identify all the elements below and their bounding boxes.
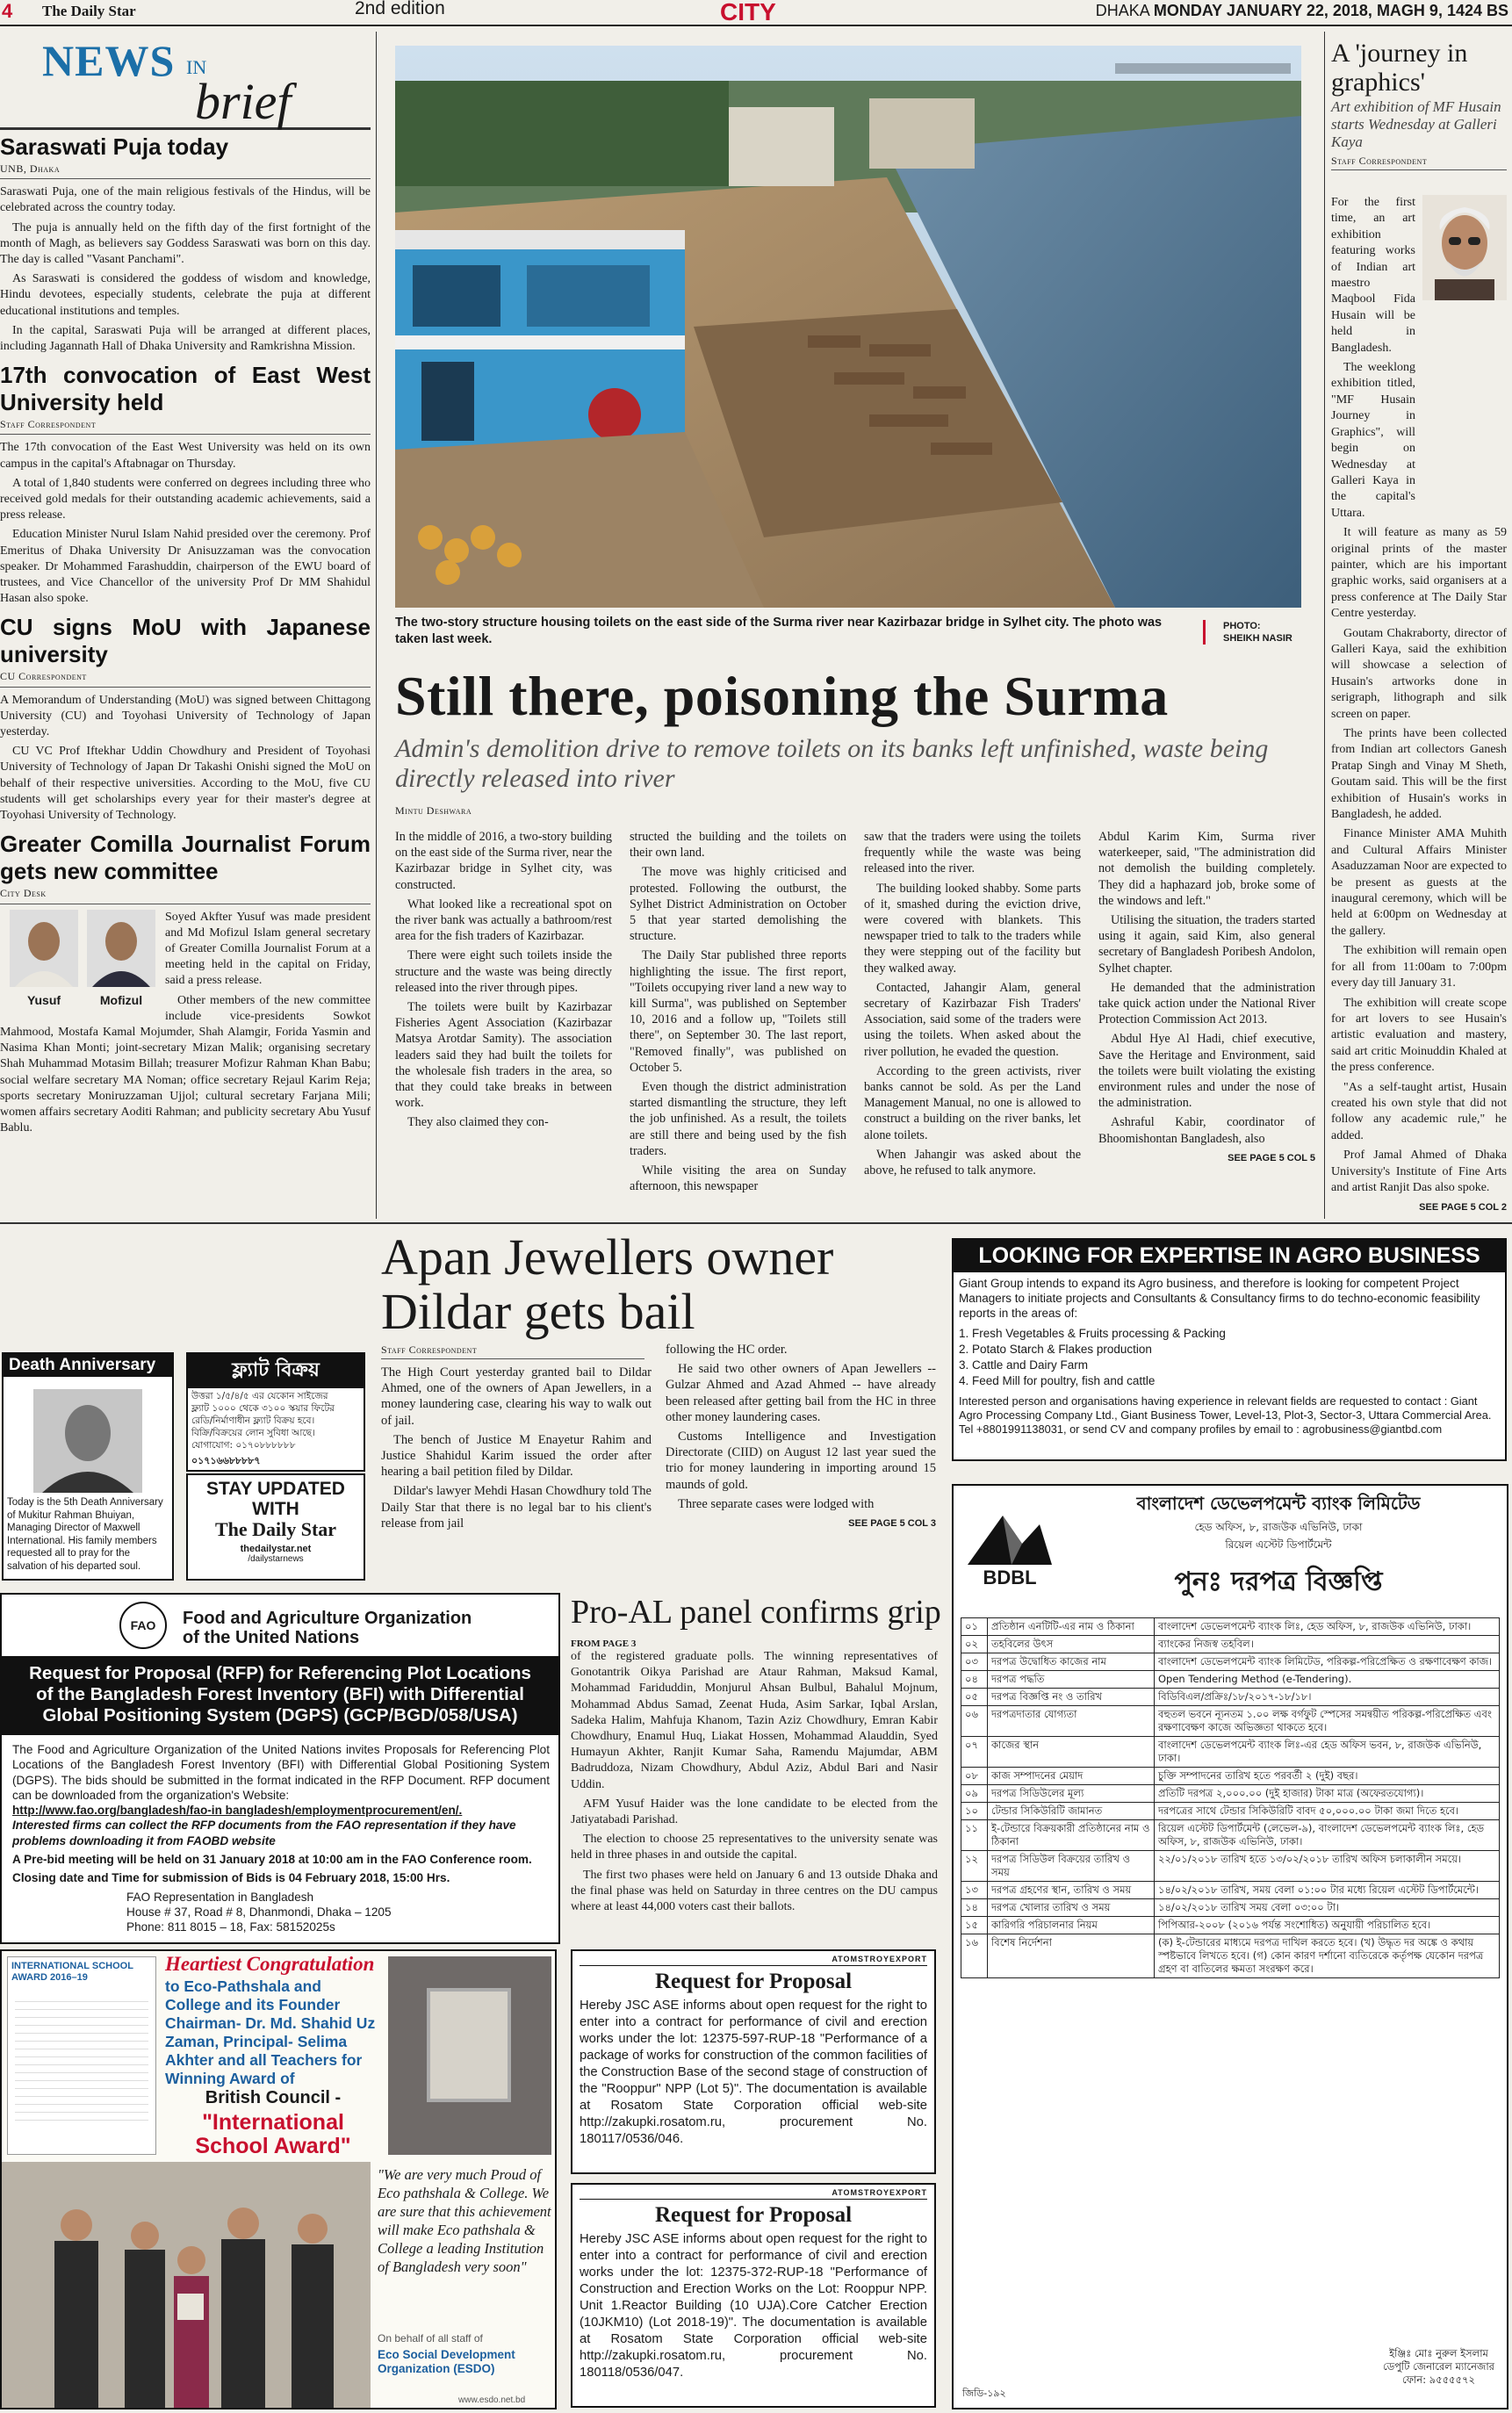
bdbl-cell: ২২/০১/২০১৮ তারিখ হতে ১৩/০২/২০১৮ তারিখ অফিস চলাকালীন সময়ে। <box>1155 1851 1500 1882</box>
fao-rfp-ad <box>0 1593 560 1944</box>
pro-al-paragraph: AFM Yusuf Haider was the lone candidate to be elected from the Jatiyatabadi Parishad. <box>571 1797 938 1827</box>
nib-logo <box>0 32 371 130</box>
lead-paragraph: What looked like a recreational spot on the river bank was actually a bathroom/rest area for the fish traders of Kazirbazar. <box>395 897 612 944</box>
nib-item-title: 17th convocation of East West University held <box>0 362 371 416</box>
flat-line: ফ্ল্যাট ১০০০ থেকে ৩১০০ স্কয়ার ফিটের <box>191 1403 335 1414</box>
agro-ad <box>952 1238 1507 1461</box>
lead-byline: Mintu Deshwara <box>395 804 472 817</box>
bdbl-row <box>961 1618 1500 1636</box>
isa-lines <box>15 1994 148 2126</box>
esdo-url[interactable]: www.esdo.net.bd <box>458 2395 526 2405</box>
bdbl-cell: দরপত্রের সাথে টেন্ডার সিকিউরিটি বাবদ ৫০,০০০.০০ টাকা জমা দিতে হবে। <box>1155 1803 1500 1820</box>
bdbl-cell: ০৬ <box>961 1706 988 1737</box>
journey-paragraph: The prints have been collected from Indian art collectors Ganesh Pratap Singh and Vinay M Sheth, Goutam said. This will be the first exhibition of Husain's works in Bangladesh, he added. <box>1331 727 1507 822</box>
fao-org-2: of the United Nations <box>183 1628 360 1647</box>
isa-logo: INTERNATIONAL SCHOOL AWARD 2016–19 <box>11 1961 133 1983</box>
apan-paragraph: The High Court yesterday granted bail to Dildar Ahmed, one of the owners of Apan Jewellers, in a money laundering case, clearing his way to walk out of jail. <box>381 1365 652 1428</box>
apan-paragraph: following the HC order. <box>666 1343 788 1357</box>
fao-address <box>126 1890 550 1935</box>
nib-item-title: Saraswati Puja today <box>0 133 229 160</box>
apan-col-2 <box>666 1342 936 1535</box>
bdbl-cell: পিপিআর-২০০৮ (২০১৬ পর্যন্ত সংশোধিত) অনুযায়ী পরিচালিত হবে। <box>1155 1917 1500 1934</box>
bdbl-row <box>961 1689 1500 1706</box>
fao-rfp-title: Request for Proposal (RFP) for Referencing Plot Locations of the Bangladesh Forest Inventory (BFI) with Differential Global Positioning System (DGPS) (GCP/BGD/058/USA) <box>2 1656 558 1735</box>
lead-paragraph: When Jahangir was asked about the above, he refused to talk anymore. <box>864 1147 1081 1178</box>
ceremony-photo <box>2 2162 371 2409</box>
rosatom-body: Hereby JSC ASE informs about open request for the right to enter into a contract for performance of civil and erection works under the lot: 12375-597-RUP-18 "Performance of a package of works for construction of the common facilities of the Construction Base of the second stage of construction of the "Rooppur" NPP (Lot 5)". The documentation is available at Rosatom State Corporation official web-site http://zakupki.rosatom.ru, procurement No. 180117/0536/046. <box>580 1999 927 2146</box>
apan-paragraph: Three separate cases were lodged with <box>678 1496 875 1511</box>
bdbl-row <box>961 1820 1500 1851</box>
stay-social[interactable]: /dailystarnews <box>248 1554 304 1564</box>
nib-portrait <box>9 910 79 1008</box>
pro-al-story <box>571 1593 941 1919</box>
bdbl-name: বাংলাদেশ ডেভেলপমেন্ট ব্যাংক লিমিটেড <box>1136 1493 1421 1514</box>
bdbl-row <box>961 1917 1500 1934</box>
bdbl-logo-text: BDBL <box>983 1567 1037 1588</box>
stay-paper: The Daily Star <box>214 1518 337 1540</box>
masthead-paper: The Daily Star <box>42 3 136 19</box>
fao-address-line: Phone: 811 8015 – 18, Fax: 58152025s <box>126 1920 335 1934</box>
bdbl-cell: Open Tendering Method (e-Tendering). <box>1155 1671 1500 1689</box>
lead-photo <box>395 46 1301 608</box>
bdbl-cell: দরপত্র সিডিউল বিক্রয়ের তারিখ ও সময় <box>988 1851 1155 1882</box>
bdbl-signer-title: ডেপুটি জেনারেল ম্যানেজার <box>1383 2360 1494 2373</box>
flat-title: ফ্ল্যাট বিক্রয় <box>188 1354 364 1388</box>
lead-paragraph: Even though the district administration started dismantling the structure, they left the job unfinished. As a result, the toilets are still there and being used by the fish traders. <box>630 1080 846 1158</box>
lead-paragraph: structed the building and the toilets on their own land. <box>630 830 846 861</box>
bdbl-cell: দরপত্র সিডিউলের মূল্য <box>988 1785 1155 1803</box>
stay-url[interactable]: thedailystar.net <box>240 1544 312 1554</box>
bdbl-cell: কাজের স্থান <box>988 1737 1155 1768</box>
bdbl-sign <box>1383 2347 1494 2387</box>
nib-paragraph: Education Minister Nurul Islam Nahid presided over the ceremony. Prof Emeritus of Dhaka University Dr Anisuzzaman was the convocation speaker. Dr Mohammed Farashuddin, chairperson of the EWU board of trustees, and Vice Chancellor of the university Prof Dr MM Shahidul Hasan also spoke. <box>0 528 371 606</box>
edition: 2nd edition <box>355 0 445 18</box>
bdbl-cell: বিডিবিএল/প্রক্রিঃ/১৮/২০১৭-১৮/১৮। <box>1155 1689 1500 1706</box>
nib-paragraph: As Saraswati is considered the goddess of wisdom and knowledge, Hindu devotees, especially students, celebrate the puja at different educational institutions and temples. <box>0 272 371 318</box>
fao-italic-note: Interested firms can collect the RFP documents from the FAO representation if they have problems downloading it from FAOBD website <box>12 1819 516 1848</box>
flat-line: উত্তরা ১/৫/৪/৫ এর যেকোন সাইজের <box>191 1391 328 1401</box>
bdbl-row <box>961 1803 1500 1820</box>
fao-body <box>12 1742 550 1935</box>
nib-paragraph: Other members of the new committee include vice-presidents Sowkot Mahmood, Mostafa Kamal Mojumder, Shah Alamgir, Forida Yasmin and Nasima Khan Monti; joint-secretary Mizan Malik; organising secretary Shah Muhammad Motasim Billah; treasurer Mofizur Rahman Khan Babu; social welfare secretary MA Noman; office secretary Rejaul Karim Reja; sports secretary Moniruzzaman Ujjol; cultural secretary Farjana Mili; women affairs secretary Aoditi Rahman; and publicity secretary Abu Yusuf Bablu. <box>0 993 371 1135</box>
bdbl-cell: কারিগরি পরিচালনার নিয়ম <box>988 1917 1155 1934</box>
bdbl-cell: দরপত্র উদ্বোধিত কাজের নাম <box>988 1653 1155 1671</box>
toilet-structure <box>395 230 685 450</box>
nib-items <box>0 133 371 1136</box>
pro-al-headline: Pro-AL panel confirms grip <box>571 1594 941 1631</box>
journey-paragraph: Finance Minister AMA Muhith and Cultural Affairs Minister Asaduzzaman Noor are expected to be present as guests at the inaugural ceremony, which will be held at 6:00pm on Wednesday at the gallery. <box>1331 827 1507 938</box>
fao-closing: Closing date and Time for submission of Bids is 04 February 2018, 15:00 Hrs. <box>12 1871 450 1885</box>
fao-logo: FAO <box>119 1602 167 1649</box>
lead-paragraph: In the middle of 2016, a two-story building on the east side of the Surma river, near the Kazirbazar bridge in Sylhet city, was constructed. <box>395 830 612 892</box>
nib-item-byline: CU Correspondent <box>0 668 371 687</box>
apan-paragraph: Customs Intelligence and Investigation Directorate (CIID) on August 12 last year sued the trio for money laundering in importing around 15 maunds of gold. <box>666 1430 936 1492</box>
death-text: Today is the 5th Death Anniversary of Mukitur Rahman Bhuiyan, Managing Director of Maxwell International. His family members requested all to pray for the salvation of his departed soul. <box>7 1497 163 1572</box>
bdbl-code: জিডি-১৯২ <box>962 2388 1006 2399</box>
rosatom-title: Request for Proposal <box>654 2203 853 2227</box>
nib-in: IN <box>186 56 207 78</box>
bdbl-row <box>961 1899 1500 1917</box>
bdbl-cell: (ক) ই-টেন্ডারের মাধ্যমে দরপত্র দাখিল করতে হবে। (খ) উদ্ধৃত দর অঙ্কে ও কথায় স্পষ্টভাবে লিখতে হবে। (গ) কোন কারণ দর্শানো ব্যতিরেকে কর্তৃপক্ষ যেকোন দরপত্র গ্রহণ বা বাতিলের ক্ষমতা সংরক্ষণ করে। <box>1155 1934 1500 1978</box>
bdbl-cell: তহবিলের উৎস <box>988 1636 1155 1653</box>
rosatom-ad <box>571 1949 936 2174</box>
lead-column <box>864 829 1081 1206</box>
school-award-ad <box>0 1949 557 2409</box>
bdbl-title: পুনঃ দরপত্র বিজ্ঞপ্তি <box>1174 1567 1383 1597</box>
agro-items <box>954 1326 1505 1389</box>
lead-body <box>395 829 1317 1206</box>
nib-paragraph: A total of 1,840 students were conferred on degrees including three who received gold medals for their outstanding academic achievements, said a press release. <box>0 476 371 522</box>
bdbl-cell: ০৭ <box>961 1737 988 1768</box>
lead-paragraph: There were eight such toilets inside the structure and the waste was being directly released into the river through pipes. <box>395 948 612 995</box>
photo-credit <box>1203 620 1292 645</box>
lead-paragraph: Abdul Karim Kim, Surma river waterkeeper, said, "The administration did not demolish the building completely. They did a haphazard job, broke some of the windows and left." <box>1098 830 1315 908</box>
fao-address-line: House # 37, Road # 8, Dhanmondi, Dhaka – 1205 <box>126 1905 392 1919</box>
trophy-photo <box>388 1956 551 2155</box>
bdbl-row <box>961 1882 1500 1899</box>
bdbl-cell: দরপত্র বিজ্ঞপ্তি নং ও তারিখ <box>988 1689 1155 1706</box>
lead-paragraph: According to the green activists, river banks cannot be sold. As per the Land Management Manual, no one is allowed to construct a building on the river banks, let alone toilets. <box>864 1063 1081 1142</box>
bdbl-signer: ইঞ্জিঃ মোঃ নুরুল ইসলাম <box>1389 2347 1488 2359</box>
bdbl-cell: দরপত্র পদ্ধতি <box>988 1671 1155 1689</box>
journey-deck: Art exhibition of MF Husain starts Wednesday at Galleri Kaya <box>1331 98 1501 150</box>
rosatom-brand: ATOMSTROYEXPORT <box>580 1955 927 1966</box>
bdbl-cell: ১২ <box>961 1851 988 1882</box>
flat-line: যোগাযোগ: ০১৭০৮৮৮৮৮৮ <box>191 1440 296 1451</box>
bdbl-cell: ০৩ <box>961 1653 988 1671</box>
lead-column <box>395 829 612 1206</box>
journey-paragraph: "As a self-taught artist, Husain created his own style that did not follow any academic rule," he added. <box>1331 1080 1507 1142</box>
bdbl-cell: ১০ <box>961 1803 988 1820</box>
journey-paragraph: The weeklong exhibition titled, "MF Husain Journey in Graphics", will begin on Wednesday at Galleri Kaya in the capital's Uttara. <box>1331 361 1415 520</box>
journey-paragraph: The exhibition will remain open for all from 11:00am to 7:00pm every day till January 31. <box>1331 944 1507 990</box>
bdbl-cell: ১৪/০২/২০১৮ তারিখ সময় বেলা ০৩:০০ টা। <box>1155 1899 1500 1917</box>
bdbl-cell: ১৬ <box>961 1934 988 1978</box>
bdbl-cell: বহুতল ভবনে ন্যূনতম ১.০০ লক্ষ বর্গফুট স্পেসের সমন্বয়ীত পরিকল্প-পরিপ্রেক্ষিত এবং রক্ষণাবেক্ষণ কাজে অভিজ্ঞতা থাকতে হবে। <box>1155 1706 1500 1737</box>
nib-item-title: CU signs MoU with Japanese university <box>0 614 371 668</box>
page-number: 4 <box>2 0 13 22</box>
isa-award: "International School Award" <box>195 2110 351 2158</box>
dateline <box>1096 2 1508 20</box>
bdbl-cell: রিয়েল এস্টেট ডিপার্টমেন্ট (লেভেল-৯), বাংলাদেশ ডেভেলপমেন্ট ব্যাংক লিঃ, হেড অফিস, ৮, রাজউক এভিনিউ, ঢাকা। <box>1155 1820 1500 1851</box>
journey-byline: Staff Correspondent <box>1331 155 1507 170</box>
bdbl-cell: ১১ <box>961 1820 988 1851</box>
journey-paragraph: Goutam Chakraborty, director of Galleri Kaya, said the exhibition will showcase a selection of Husain's artworks done in serigraph, lithograph and silk screen on paper. <box>1331 626 1507 721</box>
bdbl-cell: প্রতিষ্ঠান এনটিটি-এর নাম ও ঠিকানা <box>988 1618 1155 1636</box>
lead-paragraph: Utilising the situation, the traders started using it again, said Kim, also general secretary of Bangladesh Poribesh Andolon, Sylhet chapter. <box>1098 913 1315 976</box>
apan-paragraph: He said two other owners of Apan Jewellers -- Gulzar Ahmed and Azad Ahmed -- have already been released after getting bail from the HC in three other money laundering cases. <box>666 1362 936 1424</box>
apan-col-1 <box>381 1365 652 1535</box>
apan-headline-2: Dildar gets bail <box>381 1283 695 1340</box>
bdbl-cell: কাজ সম্পাদনের মেয়াদ <box>988 1768 1155 1785</box>
bdbl-cell: ১৪ <box>961 1899 988 1917</box>
bdbl-addr1: হেড অফিস, ৮, রাজউক এভিনিউ, ঢাকা <box>1194 1521 1363 1533</box>
nib-brief: brief <box>195 73 292 130</box>
riverbank-illustration <box>395 46 1301 608</box>
pro-al-paragraph: of the registered graduate polls. The winning representatives of Gonotantrik Oikya Parishad are Ataur Rahman, Maksud Kamal, Mohammad Farіduddin, Monjurul Ahsan Bulbul, Bahalul Mojnum, Mohammad Abdus Samad, Zeenat Huda, Asim Sarkar, Iqbal Arslan, Sadeka Halim, Mahfuja Khanom, Tazin Aziz Chowdhury, Emran Kabir Chowdhury, Enamul Huq, Liakat Hossen, Mohammad Alauddin, Syed Humayun Akhter, Ranjit Kumar Saha, Ramendu Majumdar, ABM Badruddoza, Nizam Chowdhury, Abdul Aziz, Abdul Bari and Nasir Uddin. <box>571 1650 938 1791</box>
journey-jump: SEE PAGE 5 COL 2 <box>1419 1202 1507 1214</box>
bdbl-row <box>961 1636 1500 1653</box>
rosatom-ad <box>571 2183 936 2408</box>
bdbl-row <box>961 1737 1500 1768</box>
rosatom-brand: ATOMSTROYEXPORT <box>580 2188 927 2200</box>
bdbl-cell: ১৩ <box>961 1882 988 1899</box>
congrats-heading: Heartiest Congratulation <box>165 1953 375 1975</box>
pro-al-body <box>571 1649 938 1915</box>
journey-paragraph: It will feature as many as 59 original prints of the master painter, which are his important graphic works, said organisers at a press conference at The Daily Star Centre yesterday. <box>1331 526 1507 621</box>
lead-paragraph: The move was highly criticised and protested. Following the outburst, the Sylhet District Administration on October 5 that year started demolishing the structure. <box>630 865 846 944</box>
bdbl-cell: দরপত্র খোলার তারিখ ও সময় <box>988 1899 1155 1917</box>
apan-paragraph: Dildar's lawyer Mehdi Hasan Chowdhury told The Daily Star that there is no legal bar to his client's release from jail <box>381 1484 652 1531</box>
bdbl-cell: দরপত্রদাতার যোগ্যতা <box>988 1706 1155 1737</box>
bdbl-cell: ০৪ <box>961 1671 988 1689</box>
agro-contact: Interested person and organisations having experience in relevant fields are requested to contact : Giant Agro Processing Company Ltd., Giant Business Tower, Level-13, Plot-3, Sector-3, Uttara Commercial Area. Tel +8801991138031, or send CV and company profiles by email to : agrobusiness@giantbd.com <box>959 1394 1492 1436</box>
rosatom-title: Request for Proposal <box>654 1970 853 1993</box>
isa-certificate <box>7 1956 156 2155</box>
bdbl-cell: ই-টেন্ডারে বিক্রয়কারী প্রতিষ্ঠানের নাম ও ঠিকানা <box>988 1820 1155 1851</box>
lead-paragraph: Contacted, Jahangir Alam, general secretary of Kazirbazar Fish Traders' Association, said some of the traders were using the toilets. When asked about the river pollution, he evaded the question. <box>864 980 1081 1059</box>
death-anniversary <box>2 1352 174 1581</box>
lead-paragraph: He demanded that the administration take quick action under the National River Protection Commission Act 2013. <box>1098 980 1315 1027</box>
dateline-city: DHAKA <box>1095 2 1149 19</box>
lead-deck: Admin's demolition drive to remove toilets on its banks left unfinished, waste being directly released into river <box>395 734 1269 793</box>
school-quote: "We are very much Proud of Eco pathshala & College. We are sure that this achievement will make Eco pathshala & College a leading Institution of Bangladesh very soon" <box>378 2166 551 2275</box>
lead-column <box>630 829 846 1206</box>
lead-paragraph: The building looked shabby. Some parts of it, smashed during the eviction drive, were covered with blankets. This newspaper tried to talk to the traders while they were stepping out of the facility but they walked away. <box>864 881 1081 976</box>
bdbl-row <box>961 1851 1500 1882</box>
rosatom-body: Hereby JSC ASE informs about open request for the right to enter into a contract for performance of civil and erection works under the lot: 12375-372-RUP-18 "Performance of Construction and Erection Works on the Lot: Rooppur NPP. Unit 1.Reactor Building (10 UJA).Core Catcher Erection (10JKM10) (Lot 2018-19)". The documentation is available at Rosatom State Corporation official web-site http://zakupki.rosatom.ru, procurement No. 180118/0536/047. <box>580 2232 927 2380</box>
lead-paragraph: saw that the traders were using the toilets frequently while the waste was being released into the river. <box>864 830 1081 876</box>
agro-title: LOOKING FOR EXPERTISE IN AGRO BUSINESS <box>954 1240 1505 1272</box>
nib-paragraph: A Memorandum of Understanding (MoU) was signed between Chittagong University (CU) and Toyohasi University of Technology of Japan yesterday. <box>0 693 371 739</box>
stay-updated-ad <box>186 1473 365 1581</box>
pro-al-paragraph: The first two phases were held on January 6 and 13 outside Dhaka and the final phase was held on Saturday in three centres on the DU campus where at least 44,000 voters cast their ballots. <box>571 1868 938 1914</box>
agro-item: 1. Fresh Vegetables & Fruits processing & Packing <box>959 1327 1226 1340</box>
british-council: British Council - <box>205 2088 342 2107</box>
flat-line: বিক্রি/বিক্রয়ের লোন সুবিধা আছে। <box>191 1428 315 1438</box>
fao-body-text: The Food and Agriculture Organization of the United Nations invites Proposals for Referencing Plot Locations of the Bangladesh Forest Inventory (BFI) with Differential Global Positioning System (DGPS). The bids should be submitted in the format indicated in the RFP Document. RFP document can be downloaded from the organization's Website: <box>12 1743 550 1802</box>
stay-line2: WITH <box>252 1499 299 1519</box>
bdbl-cell: চুক্তি সম্পাদনের তারিখ হতে পরবর্তী ২ (দুই) বছর। <box>1155 1768 1500 1785</box>
apan-jump: SEE PAGE 5 COL 3 <box>848 1518 936 1530</box>
bdbl-cell: ০৫ <box>961 1689 988 1706</box>
esdo-name: Eco Social Development Organization (ESDO) <box>378 2348 515 2375</box>
bdbl-cell: দরপত্র গ্রহণের স্থান, তারিখ ও সময় <box>988 1882 1155 1899</box>
fao-link[interactable]: http://www.fao.org/bangladesh/fao-in bangladesh/employmentprocurement/en/. <box>12 1804 463 1818</box>
news-in-brief <box>0 32 371 1140</box>
nib-paragraph: CU VC Prof Iftekhar Uddin Chowdhury and President of Toyohasi University of Technology of Japan Dr Takashi Onishi signed the MoU on behalf of their respective universities. According to the MoU, five CU students will get scholarships every year for their master's degree at Toyohasi University of Technology. <box>0 745 371 823</box>
journey-body <box>1331 195 1507 1216</box>
bdbl-cell: ব্যাংকের নিজস্ব তহবিল। <box>1155 1636 1500 1653</box>
bdbl-cell: ১৫ <box>961 1917 988 1934</box>
bdbl-cell: প্রতিটি দরপত্র ২,০০০.০০ (দুই হাজার) টাকা মাত্র (অফেরতযোগ্য)। <box>1155 1785 1500 1803</box>
bdbl-signer-phone: ফোন: ৯৫৫৫৫৭২ <box>1401 2373 1476 2386</box>
bdbl-cell: ১৪/০২/২০১৮ তারিখ, সময় বেলা ০১:০০ টার মধ্যে রিয়েল এস্টেট ডিপার্টমেন্টে। <box>1155 1882 1500 1899</box>
agro-item: 4. Feed Mill for poultry, fish and cattle <box>959 1374 1156 1387</box>
apan-byline: Staff Correspondent <box>381 1343 644 1359</box>
lead-paragraph: The toilets were built by Kazirbazar Fisheries Agent Association (Kazirbazar Matsya Arotdar Samity). The association leaders said they had built the toilets for the wholesale fish traders in the area, so that they could take breaks in between work. <box>395 1000 612 1111</box>
bdbl-cell: বিশেষ নির্দেশনা <box>988 1934 1155 1978</box>
nib-news: NEWS <box>42 36 176 85</box>
journey-paragraph: The exhibition will create scope for art lovers to see Husain's artistic evaluation and mastery, said art critic Moinuddin Khaled at the press conference. <box>1331 996 1507 1075</box>
bdbl-cell: বাংলাদেশ ডেভেলপমেন্ট ব্যাংক লিঃ, হেড অফিস, ৮, রাজউক এভিনিউ, ঢাকা। <box>1155 1618 1500 1636</box>
fao-org-1: Food and Agriculture Organization <box>183 1609 472 1628</box>
pro-al-from: FROM PAGE 3 <box>571 1639 637 1649</box>
nib-item-byline: City Desk <box>0 885 371 904</box>
bdbl-row <box>961 1653 1500 1671</box>
fao-meeting: A Pre-bid meeting will be held on 31 January 2018 at 10:00 am in the FAO Conference room. <box>12 1853 532 1867</box>
bdbl-cell: বাংলাদেশ ডেভেলপমেন্ট ব্যাংক লিমিটেড, পরিকল্প-পরিপ্রেক্ষিত ও রক্ষণাবেক্ষণ কাজ। <box>1155 1653 1500 1671</box>
bdbl-cell: ০৯ <box>961 1785 988 1803</box>
lead-paragraph: Ashraful Kabir, coordinator of Bhoomishontan Bangladesh, also <box>1098 1115 1315 1146</box>
flat-sale-ad <box>186 1352 365 1472</box>
flat-line: রেডি/নির্মাণাধীন ফ্ল্যাট বিক্রয় হবে। <box>191 1415 315 1426</box>
nib-item-byline: Staff Correspondent <box>0 416 371 435</box>
agro-intro: Giant Group intends to expand its Agro business, and therefore is looking for competent Project Managers to initiate projects and Consultants & Consultancy firms to do techno-economic feasibility reports in the areas of: <box>959 1277 1480 1320</box>
lead-headline: Still there, poisoning the Surma <box>395 665 1169 727</box>
flat-phone: ০১৭১৬৬৮৮৮৮৭ <box>191 1455 261 1466</box>
bdbl-cell: বাংলাদেশ ডেভেলপমেন্ট ব্যাংক লিঃ-এর হেড অফিস ভবন, ৮, রাজউক এভিনিউ, ঢাকা। <box>1155 1737 1500 1768</box>
lead-column <box>1098 829 1315 1206</box>
agro-item: 2. Potato Starch & Flakes production <box>959 1343 1152 1356</box>
bdbl-cell: ০২ <box>961 1636 988 1653</box>
bdbl-row <box>961 1768 1500 1785</box>
nib-paragraph: The 17th convocation of the East West University was held on its own campus in the capital's Aftabnagar on Thursday. <box>0 441 371 471</box>
agro-item: 3. Cattle and Dairy Farm <box>959 1358 1089 1372</box>
stay-line1: STAY UPDATED <box>206 1479 345 1499</box>
fao-address-line: FAO Representation in Bangladesh <box>126 1890 314 1904</box>
lead-paragraph: While visiting the area on Sunday afternoon, this newspaper <box>630 1163 846 1194</box>
death-title: Death Anniversary <box>4 1354 172 1377</box>
photo-caption: The two-story structure housing toilets on the east side of the Surma river near Kazirbazar bridge in Sylhet city. The photo was taken last week. <box>395 616 1163 646</box>
nib-paragraph: Soyed Akfter Yusuf was made president and Md Mofizul Islam general secretary of Greater Comilla Journalist Forum at a meeting held in the capital on Friday, said a press release. <box>165 910 371 988</box>
nib-portrait-caption: Mofizul <box>99 992 143 1007</box>
lead-jump: SEE PAGE 5 COL 5 <box>1228 1152 1315 1163</box>
apan-paragraph: The bench of Justice M Enayetur Rahim and Justice Shahidul Karim issued the order after hearing a bail petition filed by Dildar. <box>381 1432 652 1480</box>
bdbl-cell: ০১ <box>961 1618 988 1636</box>
journey-paragraph: For the first time, an art exhibition featuring works of Indian art maestro Maqbool Fida Husain will be held in Bangladesh. <box>1331 196 1415 355</box>
school-behalf: On behalf of all staff of <box>378 2332 483 2345</box>
nib-paragraph: In the capital, Saraswati Puja will be arranged at different places, including Jagannath Hall of Dhaka University and Ramkrishna Mission. <box>0 323 371 354</box>
apan-story <box>381 1228 936 1535</box>
lead-paragraph: They also claimed they con- <box>407 1115 549 1130</box>
journey-headline: A 'journey in graphics' <box>1331 39 1468 97</box>
nib-paragraph: The puja is annually held on the fifth day of the first fortnight of the month of Magh, as believers say Goddess Saraswati was born on this day. The day is called "Vasant Panchami". <box>0 220 371 267</box>
photo-credit-name: SHEIKH NASIR <box>1223 633 1292 644</box>
lead-paragraph: The Daily Star published three reports highlighting the issue. The first report, "Toilets occupying river land a new way to kill Surma", was published on September 10, 2016 and a follow up, "Toilets still there", on September 30. The last report, "Removed finally", was published on October 5. <box>630 948 846 1075</box>
nib-portrait <box>86 910 156 1008</box>
bdbl-cell: ০৮ <box>961 1768 988 1785</box>
dateline-date: MONDAY JANUARY 22, 2018, MAGH 9, 1424 BS <box>1153 2 1508 19</box>
bdbl-row <box>961 1934 1500 1978</box>
bdbl-row <box>961 1785 1500 1803</box>
bdbl-cell: টেন্ডার সিকিউরিটি জামানত <box>988 1803 1155 1820</box>
pro-al-paragraph: The election to choose 25 representatives to the university senate was held in three phases in and outside the capital. <box>571 1833 938 1862</box>
death-portrait <box>33 1389 142 1493</box>
photo-credit-label: PHOTO: <box>1223 621 1261 631</box>
nib-paragraph: Saraswati Puja, one of the main religious festivals of the Hindus, will be celebrated across the country today. <box>0 185 371 215</box>
congrats-body: to Eco-Pathshala and College and its Founder Chairman- Dr. Md. Shahid Uz Zaman, Principal- Selima Akhter and all Teachers for Winning Award of <box>165 1977 376 2087</box>
bdbl-row <box>961 1706 1500 1737</box>
lead-paragraph: Abdul Hye Al Hadi, chief executive, Save the Heritage and Environment, said the toilets were built violating the existing environment rules and under the nose of the administration. <box>1098 1032 1315 1111</box>
nib-portrait-caption: Yusuf <box>26 992 61 1007</box>
nib-item-byline: UNB, Dhaka <box>0 161 371 179</box>
bdbl-addr2: রিয়েল এস্টেট ডিপার্টমেন্ট <box>1225 1538 1332 1551</box>
bdbl-table <box>961 1617 1500 1978</box>
flat-lines <box>188 1388 364 1453</box>
bdbl-tender <box>952 1484 1508 2409</box>
journey-story <box>1331 39 1507 176</box>
masthead <box>0 0 1512 26</box>
apan-headline-1: Apan Jewellers owner <box>381 1228 834 1286</box>
bdbl-logo <box>964 1503 1055 1595</box>
nib-item-title: Greater Comilla Journalist Forum gets new committee <box>0 831 371 885</box>
section-title: CITY <box>720 0 776 25</box>
bdbl-row <box>961 1671 1500 1689</box>
nib-photo-row <box>9 910 156 1008</box>
journey-paragraph: Prof Jamal Ahmed of Dhaka University's Institute of Fine Arts and artist Ranjit Das also spoke. <box>1331 1149 1507 1194</box>
